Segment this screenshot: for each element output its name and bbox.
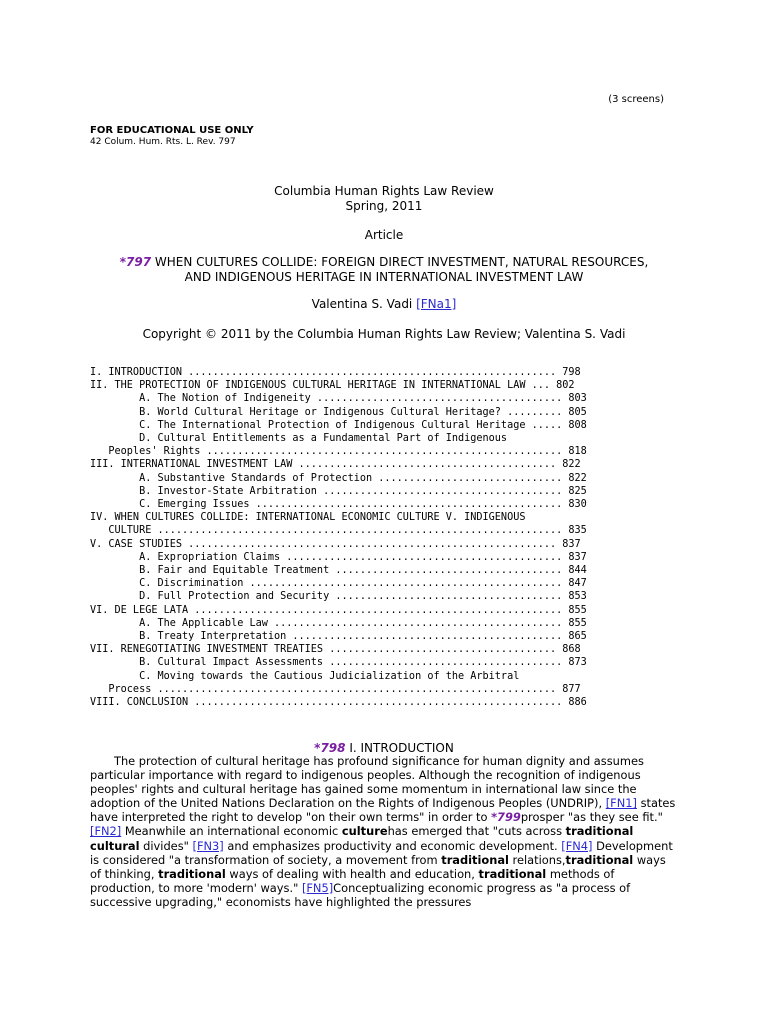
body-text-segment: Development is considered "a transformation of society, a movement from (90, 838, 673, 867)
body-text-segment: and emphasizes productivity and economic development. (223, 838, 562, 853)
star-page-798: *798 (314, 741, 346, 755)
footnote-link-fn4[interactable]: [FN4] (561, 838, 593, 853)
title-line-2: AND INDIGENOUS HERITAGE IN INTERNATIONAL INVESTMENT LAW (184, 270, 584, 284)
body-text-segment: states have interpreted the right to develop "on their own terms" in order to (90, 796, 676, 825)
body-text-segment: ways of thinking, (90, 852, 666, 881)
toc-line: B. Fair and Equitable Treatment ..................................... 844 (90, 565, 587, 577)
article-label: Article (364, 228, 404, 242)
citation: 42 Colum. Hum. Rts. L. Rev. 797 (90, 137, 236, 147)
title-line-1: WHEN CULTURES COLLIDE: FOREIGN DIRECT INVESTMENT, NATURAL RESOURCES, (151, 255, 649, 269)
toc-line: B. Investor-State Arbitration ....................................... 825 (90, 485, 587, 497)
footnote-link-fna1[interactable]: [FNa1] (416, 297, 457, 311)
toc-line: B. Cultural Impact Assessments ...................................... 873 (90, 657, 587, 669)
body-text-segment: divides" (139, 838, 193, 853)
star-page-799: *799 (491, 810, 521, 825)
table-of-contents (90, 366, 650, 709)
body-text-segment: ways of dealing with health and education, (225, 866, 479, 881)
footnote-link-fn3[interactable]: [FN3] (192, 838, 224, 853)
author-line (0, 297, 768, 312)
footnote-link-fn5[interactable]: [FN5] (301, 880, 334, 895)
toc-line: C. The International Protection of Indigenous Cultural Heritage ..... 808 (90, 419, 587, 431)
toc-line: D. Cultural Entitlements as a Fundamental Part of Indigenous (90, 433, 508, 445)
body-text-segment: relations, (508, 852, 566, 867)
toc-line: I. INTRODUCTION ............................................................ 798 (90, 367, 581, 378)
copyright-line: Copyright © 2011 by the Columbia Human Rights Law Review; Valentina S. Vadi (142, 327, 626, 341)
highlight-term: traditional (478, 866, 547, 881)
toc-line: C. Discrimination ................................................... 847 (90, 578, 587, 590)
toc-line: CULTURE .................................................................. 835 (90, 525, 587, 537)
toc-line: Peoples' Rights .......................................................... 818 (90, 446, 587, 458)
toc-line: A. The Applicable Law ............................................... 855 (90, 617, 587, 629)
body-text-segment: Meanwhile an international economic (121, 824, 342, 839)
toc-line: VIII. CONCLUSION ............................................................ 886 (90, 697, 587, 709)
footnote-link-fn1[interactable]: [FN1] (605, 796, 637, 811)
toc-line: A. Substantive Standards of Protection .............................. 822 (90, 472, 587, 484)
journal-issue: Spring, 2011 (345, 199, 423, 213)
highlight-term: traditional (441, 852, 509, 867)
toc-line: VII. RENEGOTIATING INVESTMENT TREATIES ..................................... 868 (90, 644, 581, 656)
toc-line: V. CASE STUDIES ............................................................ 837 (90, 538, 581, 550)
highlight-term: traditional cultural (90, 824, 634, 853)
toc-line: IV. WHEN CULTURES COLLIDE: INTERNATIONAL ECONOMIC CULTURE V. INDIGENOUS (90, 512, 526, 524)
journal-block (0, 184, 768, 214)
highlight-term: traditional (565, 852, 634, 867)
toc-line: A. The Notion of Indigeneity ........................................ 803 (90, 393, 587, 405)
highlight-term: culture (341, 824, 388, 839)
intro-heading-text: I. INTRODUCTION (345, 741, 454, 755)
toc-line: VI. DE LEGE LATA ............................................................ 855 (90, 604, 587, 616)
screens-count: (3 screens) (608, 94, 664, 105)
body-text-segment: Conceptualizing economic progress as "a process of successive upgrading," economists have highlighted the pressures (90, 880, 631, 909)
body-text-segment: has emerged that "cuts across (387, 824, 566, 839)
article-title (0, 255, 768, 285)
body-text-segment: prosper "as they see fit." (520, 810, 663, 825)
body-paragraph (90, 754, 680, 909)
journal-name: Columbia Human Rights Law Review (274, 184, 494, 198)
toc-line: B. World Cultural Heritage or Indigenous Cultural Heritage? ......... 805 (90, 406, 587, 418)
footnote-link-fn2[interactable]: [FN2] (90, 824, 122, 839)
body-text-segment: The protection of cultural heritage has profound significance for human dignity and assumes particular importance with regard to indigenous peoples. Although the recognition of indigenous peoples' rights and cultural heritage has gained some momentum in international law since the adoption of the United Nations Declaration on the Rights of Indigenous Peoples (UNDRIP), (90, 754, 644, 811)
body-text-segment: methods of production, to more 'modern' ways." (90, 866, 615, 895)
toc-line: C. Moving towards the Cautious Judicialization of the Arbitral (90, 670, 520, 682)
toc-line: Process ................................................................. 877 (90, 683, 581, 695)
toc-line: D. Full Protection and Security ..................................... 853 (90, 591, 587, 603)
educational-notice: FOR EDUCATIONAL USE ONLY (90, 125, 254, 136)
toc-line: III. INTERNATIONAL INVESTMENT LAW .......................................... 822 (90, 459, 581, 471)
toc-line: B. Treaty Interpretation ............................................ 865 (90, 631, 587, 643)
star-page-797: *797 (119, 255, 152, 269)
toc-line: C. Emerging Issues .................................................. 830 (90, 499, 587, 511)
toc-line: II. THE PROTECTION OF INDIGENOUS CULTURAL HERITAGE IN INTERNATIONAL LAW ... 802 (90, 380, 575, 392)
toc-line: A. Expropriation Claims ............................................. 837 (90, 551, 587, 563)
author-name: Valentina S. Vadi (311, 297, 417, 311)
highlight-term: traditional (158, 866, 226, 881)
